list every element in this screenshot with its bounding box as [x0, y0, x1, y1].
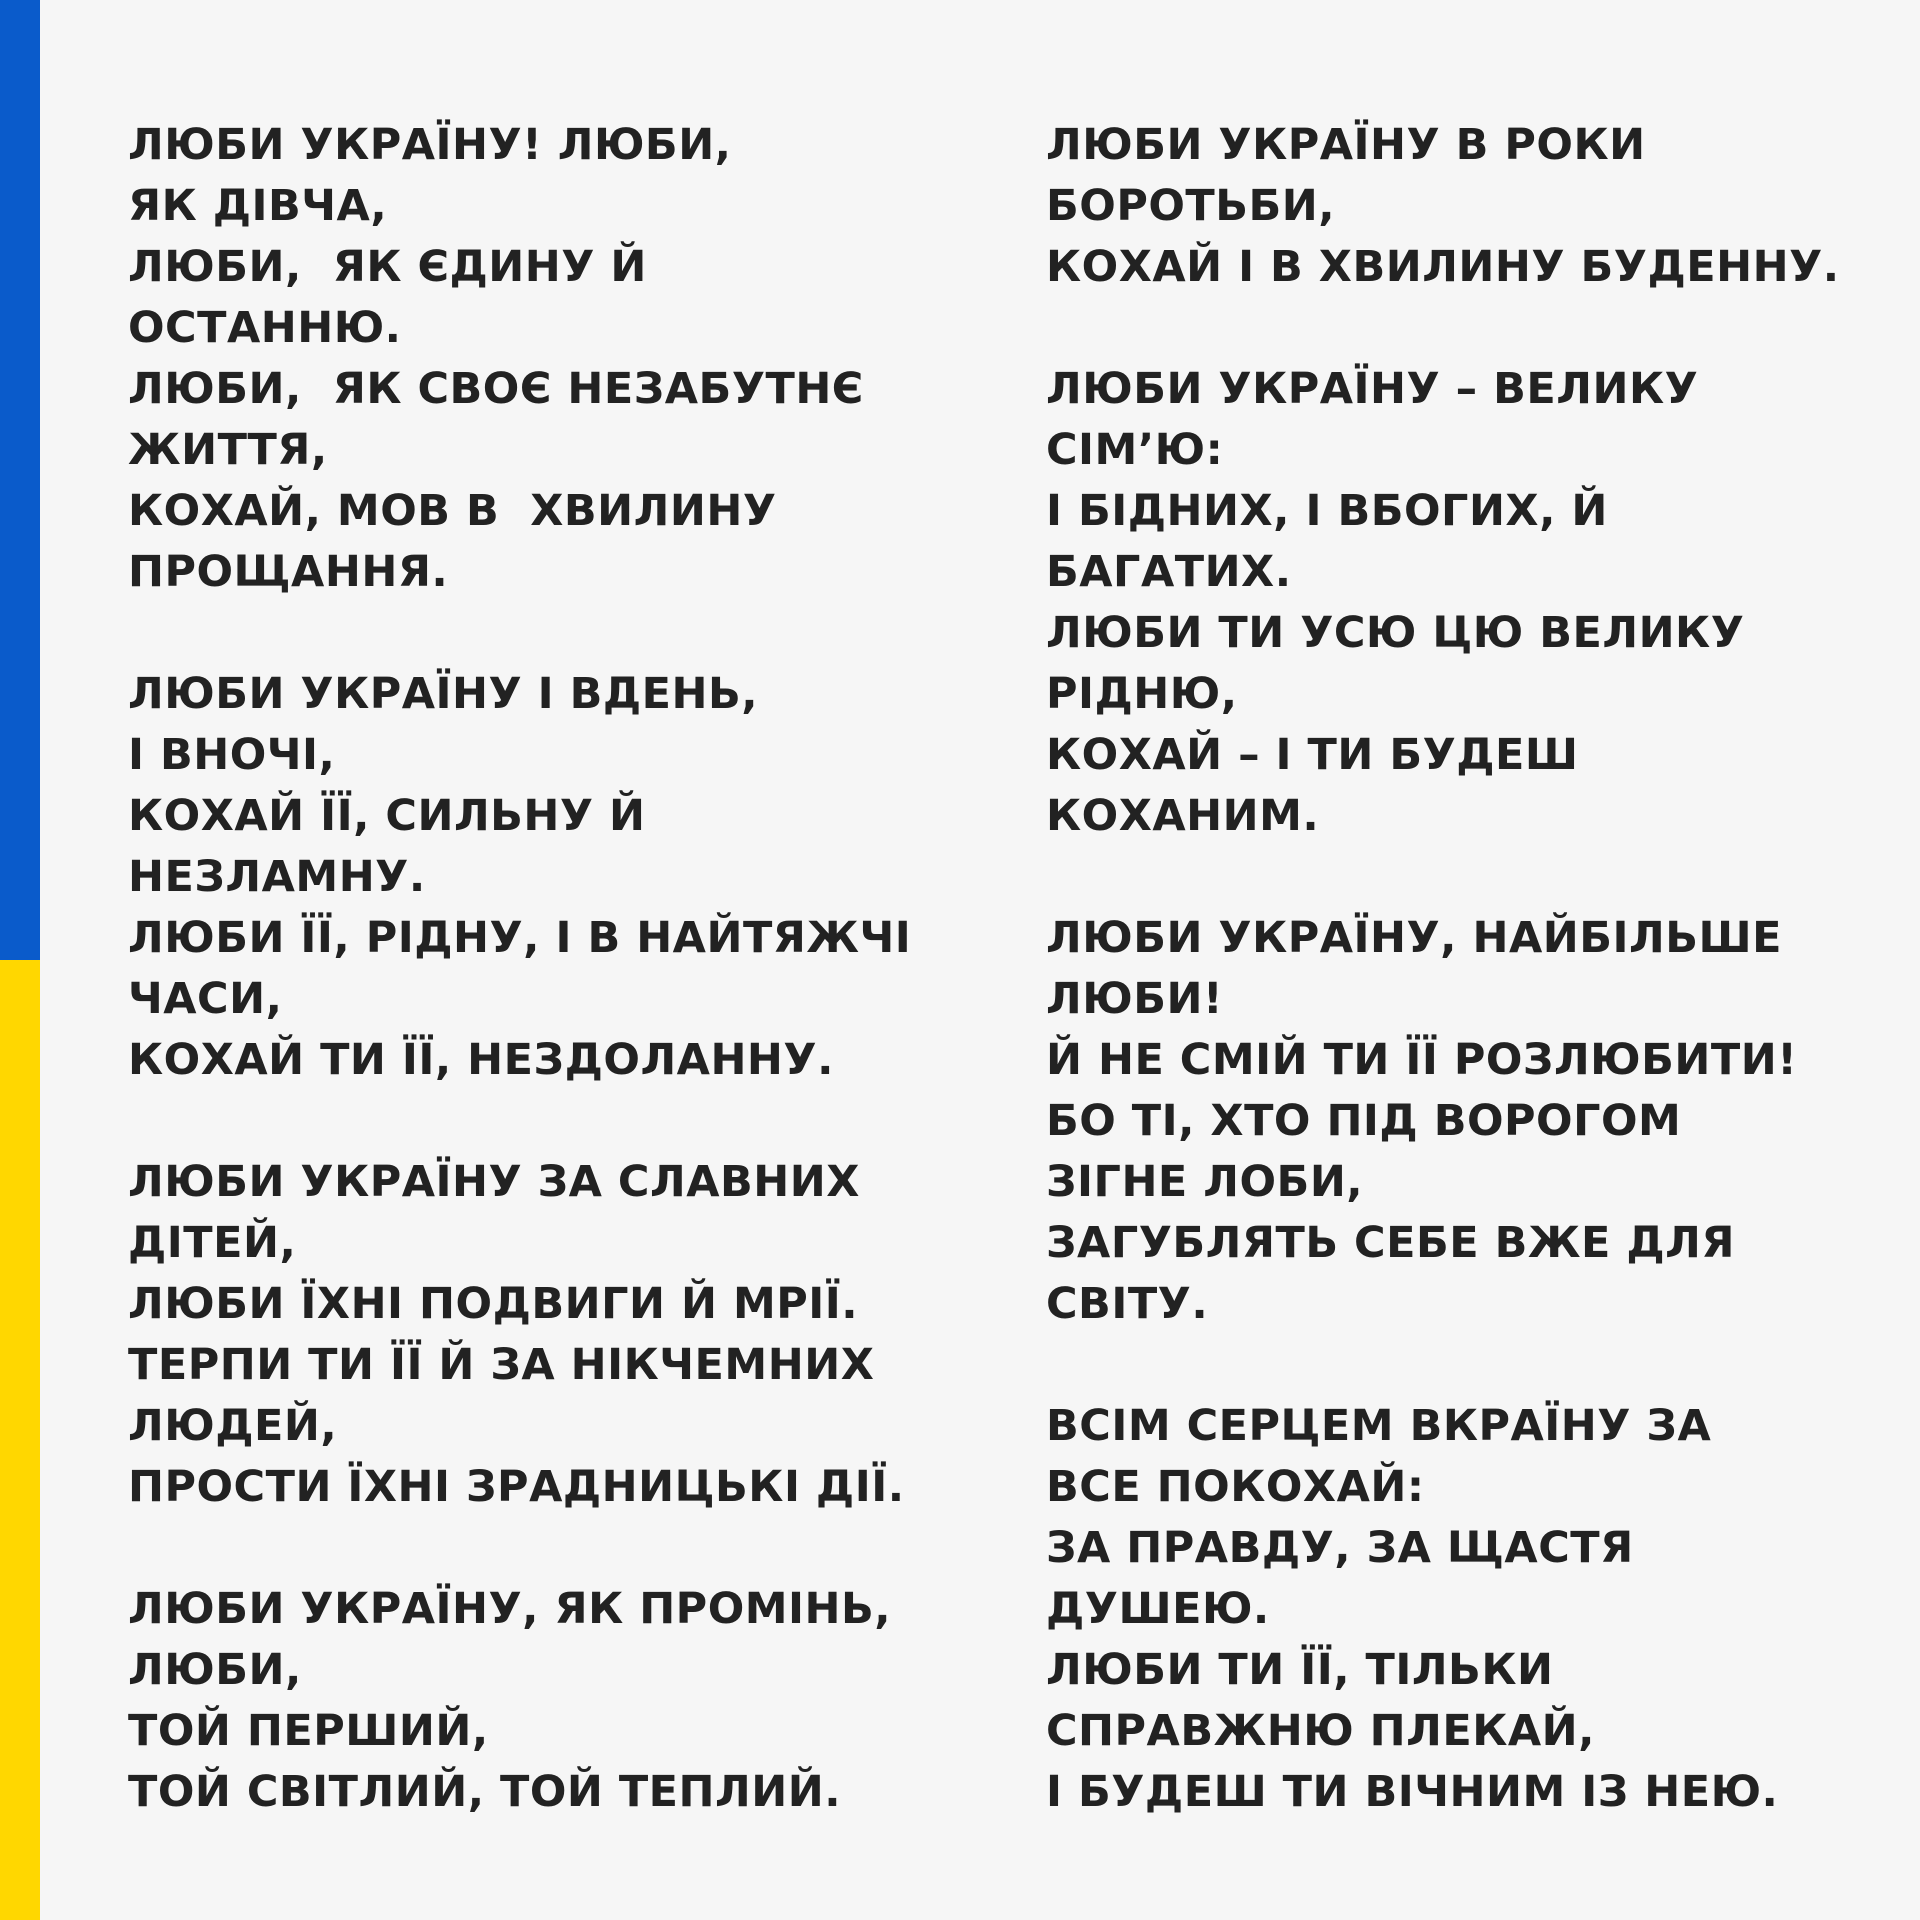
flag-blue-band: [0, 0, 40, 960]
flag-yellow-band: [0, 960, 40, 1920]
poem-right-column: [1046, 115, 1896, 1823]
poem-line: ТОЙ СВІТЛИЙ, ТОЙ ТЕПЛИЙ.: [128, 1767, 842, 1817]
poem-line: СІМ’Ю:: [1046, 425, 1224, 475]
poem-line: ДУШЕЮ.: [1046, 1584, 1270, 1634]
poem-stanza: [128, 664, 948, 1091]
poem-line: КОХАЙ ЇЇ, СИЛЬНУ Й: [128, 791, 646, 841]
poem-line: ЛЮБИ УКРАЇНУ, НАЙБІЛЬШЕ: [1046, 913, 1782, 963]
poem-line: ЛЮБИ!: [1046, 974, 1224, 1024]
poem-line: НЕЗЛАМНУ.: [128, 852, 426, 902]
poem-line: БО ТІ, ХТО ПІД ВОРОГОМ: [1046, 1096, 1682, 1146]
poem-line: ЛЮБИ УКРАЇНУ! ЛЮБИ,: [128, 120, 732, 170]
poem-line: ЧАСИ,: [128, 974, 283, 1024]
poem-line: КОХАЙ – І ТИ БУДЕШ: [1046, 730, 1579, 780]
poem-line: ЛЮБИ УКРАЇНУ – ВЕЛИКУ: [1046, 364, 1699, 414]
poem-line: І БУДЕШ ТИ ВІЧНИМ ІЗ НЕЮ.: [1046, 1767, 1779, 1817]
poem-stanza: [128, 115, 948, 603]
poem-line: ПРОСТИ ЇХНІ ЗРАДНИЦЬКІ ДІЇ.: [128, 1462, 905, 1512]
poem-line: СПРАВЖНЮ ПЛЕКАЙ,: [1046, 1706, 1596, 1756]
poem-line: І ВНОЧІ,: [128, 730, 336, 780]
ukrainian-flag-stripe: [0, 0, 40, 1920]
poem-line: РІДНЮ,: [1046, 669, 1238, 719]
poem-line: БАГАТИХ.: [1046, 547, 1292, 597]
poem-line: ВСЕ ПОКОХАЙ:: [1046, 1462, 1425, 1512]
poem-line: І БІДНИХ, І ВБОГИХ, Й: [1046, 486, 1608, 536]
poem-line: ЛЮБИ ЇЇ, РІДНУ, І В НАЙТЯЖЧІ: [128, 913, 912, 963]
poem-line: ЗАГУБЛЯТЬ СЕБЕ ВЖЕ ДЛЯ: [1046, 1218, 1735, 1268]
poem-stanza: [1046, 1396, 1896, 1823]
poem-line: ТЕРПИ ТИ ЇЇ Й ЗА НІКЧЕМНИХ: [128, 1340, 875, 1390]
poem-stanza: [1046, 359, 1896, 847]
poem-line: ЛЮДЕЙ,: [128, 1401, 338, 1451]
poem-stanza: [128, 1152, 948, 1518]
poem-line: ЯК ДІВЧА,: [128, 181, 388, 231]
poem-line: ПРОЩАННЯ.: [128, 547, 449, 597]
poem-line: КОХАЙ, МОВ В ХВИЛИНУ: [128, 486, 777, 536]
poem-line: ЖИТТЯ,: [128, 425, 328, 475]
poem-line: ЛЮБИ ЇХНІ ПОДВИГИ Й МРІЇ.: [128, 1279, 859, 1329]
poem-line: ЛЮБИ УКРАЇНУ В РОКИ: [1046, 120, 1646, 170]
poem-stanza: [1046, 115, 1896, 298]
poem-line: ЗА ПРАВДУ, ЗА ЩАСТЯ: [1046, 1523, 1634, 1573]
poem-line: ЛЮБИ,: [128, 1645, 302, 1695]
poem-line: ТОЙ ПЕРШИЙ,: [128, 1706, 489, 1756]
poem-line: ЛЮБИ ТИ УСЮ ЦЮ ВЕЛИКУ: [1046, 608, 1745, 658]
poem-stanza: [128, 1579, 948, 1823]
poem-line: ЛЮБИ, ЯК СВОЄ НЕЗАБУТНЄ: [128, 364, 864, 414]
poem-line: Й НЕ СМІЙ ТИ ЇЇ РОЗЛЮБИТИ!: [1046, 1035, 1798, 1085]
poem-line: ЛЮБИ УКРАЇНУ, ЯК ПРОМІНЬ,: [128, 1584, 892, 1634]
poem-line: КОХАНИМ.: [1046, 791, 1320, 841]
poem-line: ЛЮБИ УКРАЇНУ ЗА СЛАВНИХ: [128, 1157, 860, 1207]
poem-left-column: [128, 115, 948, 1823]
poem-line: ОСТАННЮ.: [128, 303, 402, 353]
poem-line: БОРОТЬБИ,: [1046, 181, 1336, 231]
poem-line: СВІТУ.: [1046, 1279, 1209, 1329]
poem-line: КОХАЙ ТИ ЇЇ, НЕЗДОЛАННУ.: [128, 1035, 834, 1085]
poem-line: ЛЮБИ, ЯК ЄДИНУ Й: [128, 242, 647, 292]
poem-line: ЗІГНЕ ЛОБИ,: [1046, 1157, 1364, 1207]
poem-line: ЛЮБИ ТИ ЇЇ, ТІЛЬКИ: [1046, 1645, 1554, 1695]
poem-stanza: [1046, 908, 1896, 1335]
poem-line: КОХАЙ І В ХВИЛИНУ БУДЕННУ.: [1046, 242, 1840, 292]
poem-line: ЛЮБИ УКРАЇНУ І ВДЕНЬ,: [128, 669, 759, 719]
poem-line: ДІТЕЙ,: [128, 1218, 297, 1268]
poem-line: ВСІМ СЕРЦЕМ ВКРАЇНУ ЗА: [1046, 1401, 1712, 1451]
